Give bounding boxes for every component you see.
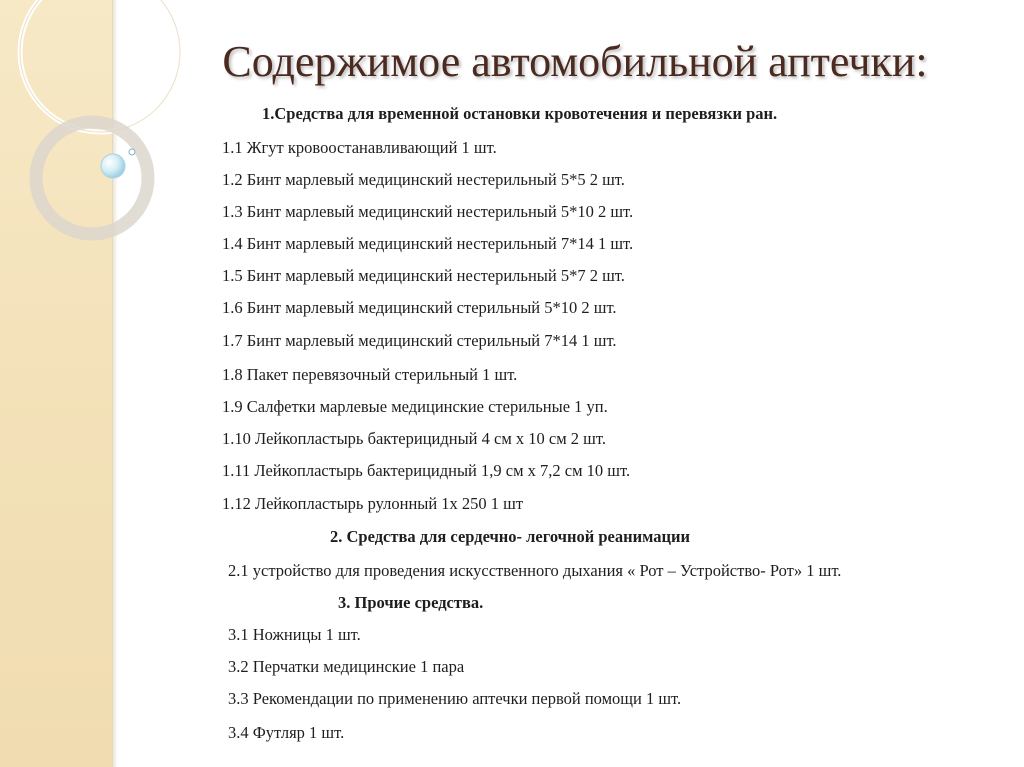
section-2-heading: 2. Средства для сердечно- легочной реанимации [330, 527, 691, 546]
list-item: 3.2 Перчатки медицинские 1 пара [228, 657, 465, 676]
list-item: 1.3 Бинт марлевый медицинский нестерильный 5*10 2 шт. [222, 202, 634, 221]
list-item: 1.9 Салфетки марлевые медицинские стерильные 1 уп. [222, 397, 608, 416]
list-item: 1.11 Лейкопластырь бактерицидный 1,9 см х 7,2 см 10 шт. [222, 461, 631, 480]
list-item: 1.8 Пакет перевязочный стерильный 1 шт. [222, 365, 518, 384]
list-item: 1.4 Бинт марлевый медицинский нестерильный 7*14 1 шт. [222, 234, 634, 253]
list-item: 1.1 Жгут кровоостанавливающий 1 шт. [222, 138, 497, 157]
decorative-dot [129, 149, 135, 155]
decorative-bubble [101, 154, 125, 178]
list-item: 3.1 Ножницы 1 шт. [228, 625, 361, 644]
list-item: 3.3 Рекомендации по применению аптечки первой помощи 1 шт. [228, 689, 682, 708]
section-3-heading: 3. Прочие средства. [338, 593, 484, 612]
slide-title: Содержимое автомобильной аптечки: [222, 37, 928, 86]
section-1-heading: 1.Средства для временной остановки кровотечения и перевязки ран. [262, 104, 778, 123]
list-item: 1.2 Бинт марлевый медицинский нестерильный 5*5 2 шт. [222, 170, 625, 189]
list-item: 3.4 Футляр 1 шт. [228, 723, 345, 742]
list-item: 1.12 Лейкопластырь рулонный 1х 250 1 шт [222, 494, 524, 513]
list-item: 1.7 Бинт марлевый медицинский стерильный 7*14 1 шт. [222, 331, 617, 350]
list-item: 2.1 устройство для проведения искусственного дыхания « Рот – Устройство- Рот» 1 шт. [228, 561, 842, 580]
decorative-ring-small [36, 122, 148, 234]
list-item: 1.10 Лейкопластырь бактерицидный 4 см х 10 см 2 шт. [222, 429, 606, 448]
list-item: 1.6 Бинт марлевый медицинский стерильный 5*10 2 шт. [222, 298, 617, 317]
list-item: 1.5 Бинт марлевый медицинский нестерильный 5*7 2 шт. [222, 266, 625, 285]
